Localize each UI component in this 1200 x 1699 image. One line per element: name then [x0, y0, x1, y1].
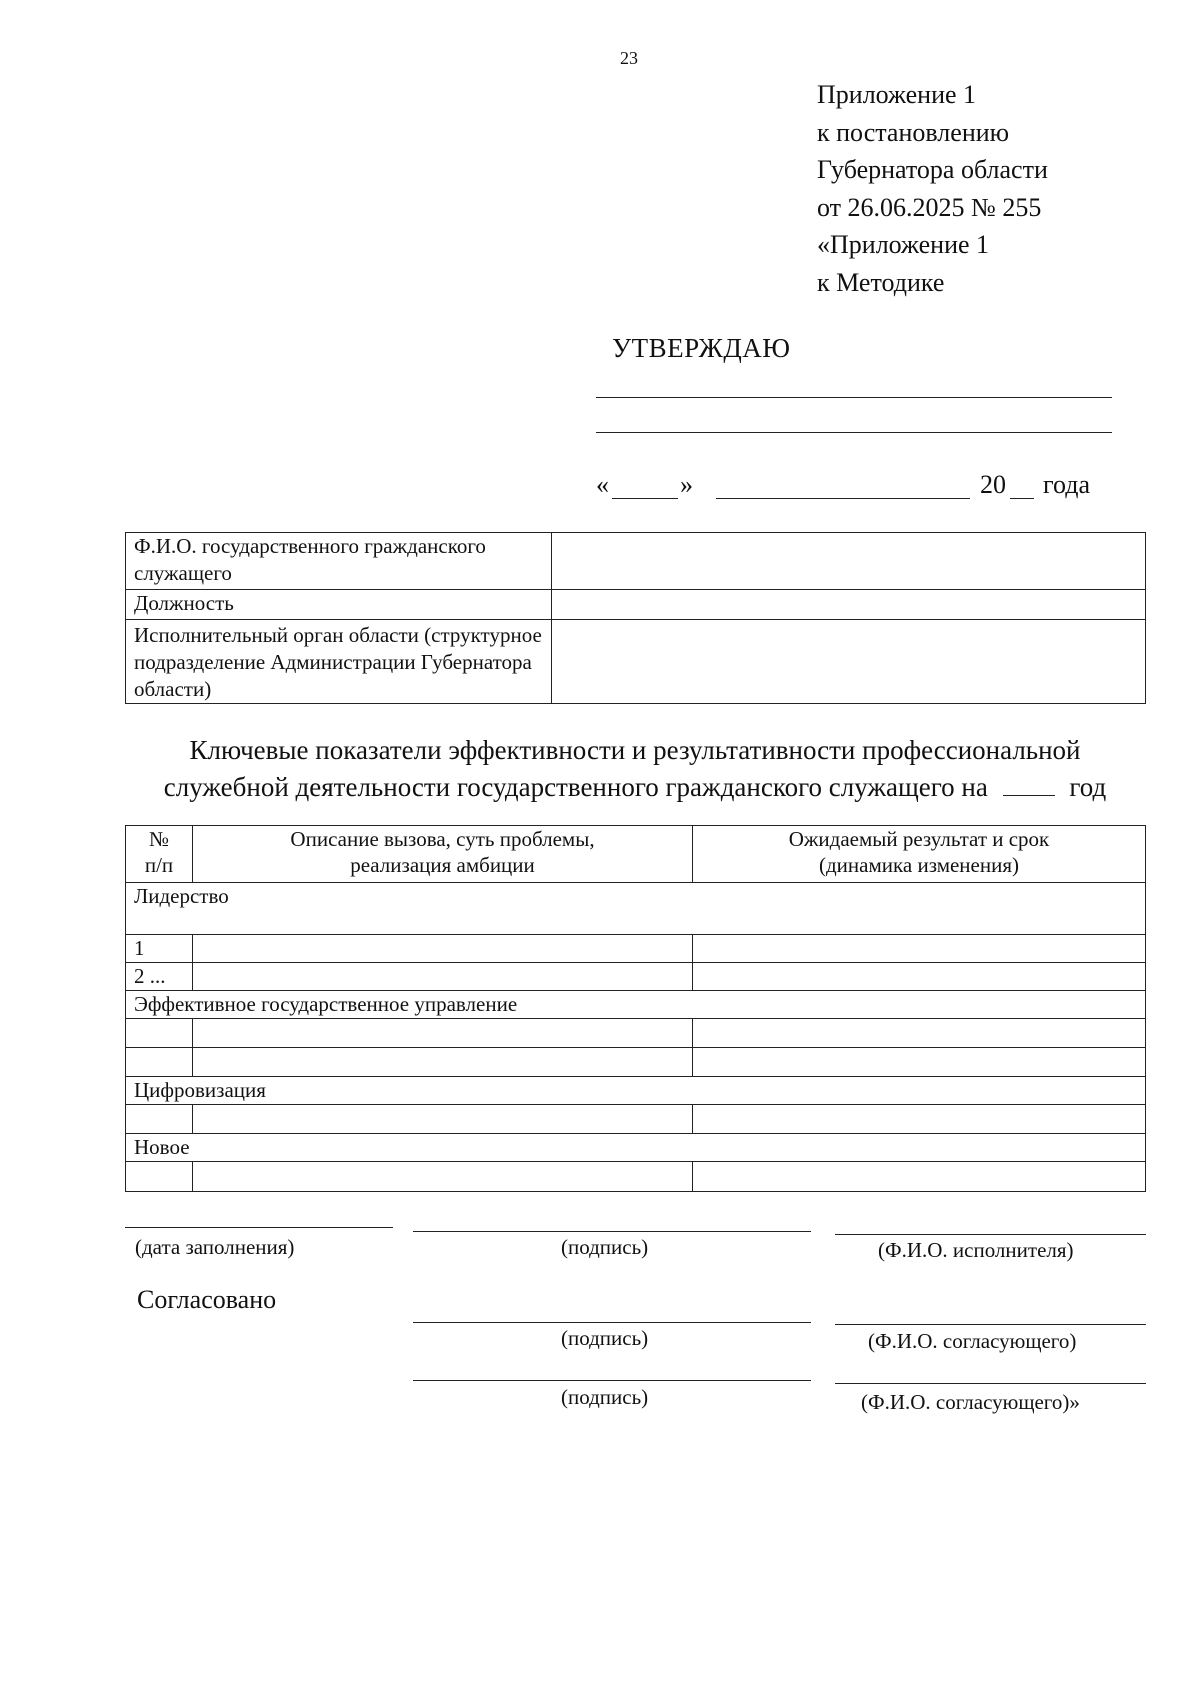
section-leadership: Лидерство [126, 883, 1146, 935]
approver-signature-caption: (подпись) [561, 1326, 649, 1350]
row-num: 1 [126, 935, 193, 963]
executor-name-line [835, 1234, 1146, 1235]
signature-caption: (подпись) [561, 1235, 649, 1259]
title-line-2-text: служебной деятельности государственного гражданского служащего на [163, 772, 988, 802]
approver2-signature-caption: (подпись) [561, 1385, 649, 1409]
organization-label: Исполнительный орган области (структурное подразделение Администрации Губернатора области) [126, 620, 552, 704]
fio-label: Ф.И.О. государственного гражданского служащего [126, 533, 552, 590]
appendix-line: Губернатора области [817, 155, 1048, 184]
position-value[interactable] [552, 590, 1146, 620]
table-row [126, 590, 1146, 620]
section-governance: Эффективное государственное управление [126, 991, 1146, 1019]
description-cell[interactable] [193, 1048, 693, 1077]
section-digitalization: Цифровизация [126, 1077, 1146, 1105]
section-row [126, 883, 1146, 935]
fill-date-caption: (дата заполнения) [135, 1235, 295, 1259]
appendix-line: к постановлению [817, 117, 1010, 147]
description-cell[interactable] [193, 1105, 693, 1134]
page-number: 23 [620, 48, 638, 68]
approver2-signature-line [413, 1380, 811, 1381]
year-word: года [1043, 470, 1091, 499]
description-cell[interactable] [193, 1019, 693, 1048]
row-num [126, 1105, 193, 1134]
table-row [126, 935, 1146, 963]
employee-info-table [125, 532, 1146, 704]
position-label: Должность [126, 590, 552, 620]
row-num [126, 1019, 193, 1048]
date-quote-open: « [596, 470, 609, 499]
approval-date [596, 470, 1116, 506]
section-new: Новое [126, 1134, 1146, 1162]
result-cell[interactable] [693, 1048, 1146, 1077]
approve-title: УТВЕРЖДАЮ [612, 333, 791, 363]
result-cell[interactable] [693, 1105, 1146, 1134]
fill-date-line [125, 1227, 393, 1228]
year-prefix: 20 [980, 470, 1006, 499]
approver2-caption: (Ф.И.О. согласующего)» [861, 1390, 1080, 1414]
row-num: 2 ... [126, 963, 193, 991]
fio-value[interactable] [552, 533, 1146, 590]
year-blank [1010, 498, 1034, 499]
approver-signature-line [413, 1322, 811, 1323]
result-cell[interactable] [693, 935, 1146, 963]
signature-line [413, 1231, 811, 1232]
header-result: Ожидаемый результат и срок (динамика изменения) [693, 826, 1146, 883]
day-blank [612, 498, 678, 499]
section-row [126, 991, 1146, 1019]
result-cell[interactable] [693, 963, 1146, 991]
kpi-table [125, 825, 1146, 1192]
month-blank [716, 498, 970, 499]
header-description: Описание вызова, суть проблемы, реализация амбиции [193, 826, 693, 883]
table-row [126, 1105, 1146, 1134]
description-cell[interactable] [193, 935, 693, 963]
document-title [125, 732, 1145, 806]
appendix-line: «Приложение 1 [817, 230, 990, 259]
table-row [126, 1048, 1146, 1077]
appendix-header [817, 76, 1048, 301]
approver-name-line [596, 432, 1112, 433]
result-cell[interactable] [693, 1162, 1146, 1192]
organization-value[interactable] [552, 620, 1146, 704]
date-quote-close: » [680, 470, 693, 499]
year-fill-blank [1003, 771, 1055, 796]
approver-position-line [596, 397, 1112, 398]
appendix-line: Приложение 1 [817, 80, 977, 109]
table-row [126, 1162, 1146, 1192]
table-row [126, 533, 1146, 590]
approver-name-line [835, 1324, 1146, 1325]
title-line-1: Ключевые показатели эффективности и результативности профессиональной [189, 735, 1081, 765]
agreed-label: Согласовано [137, 1285, 277, 1314]
table-row [126, 1019, 1146, 1048]
table-row [126, 620, 1146, 704]
result-cell[interactable] [693, 1019, 1146, 1048]
approver-caption: (Ф.И.О. согласующего) [868, 1329, 1077, 1353]
executor-caption: (Ф.И.О. исполнителя) [878, 1238, 1074, 1262]
table-header-row [126, 826, 1146, 883]
appendix-line: от 26.06.2025 № 255 [817, 192, 1042, 222]
appendix-line: к Методике [817, 267, 945, 297]
section-row [126, 1134, 1146, 1162]
description-cell[interactable] [193, 963, 693, 991]
title-line-2-end: год [1069, 772, 1107, 802]
approver2-name-line [835, 1383, 1146, 1384]
row-num [126, 1048, 193, 1077]
row-num [126, 1162, 193, 1192]
header-num: № п/п [126, 826, 193, 883]
section-row [126, 1077, 1146, 1105]
description-cell[interactable] [193, 1162, 693, 1192]
table-row [126, 963, 1146, 991]
title-line-2 [125, 769, 1145, 806]
